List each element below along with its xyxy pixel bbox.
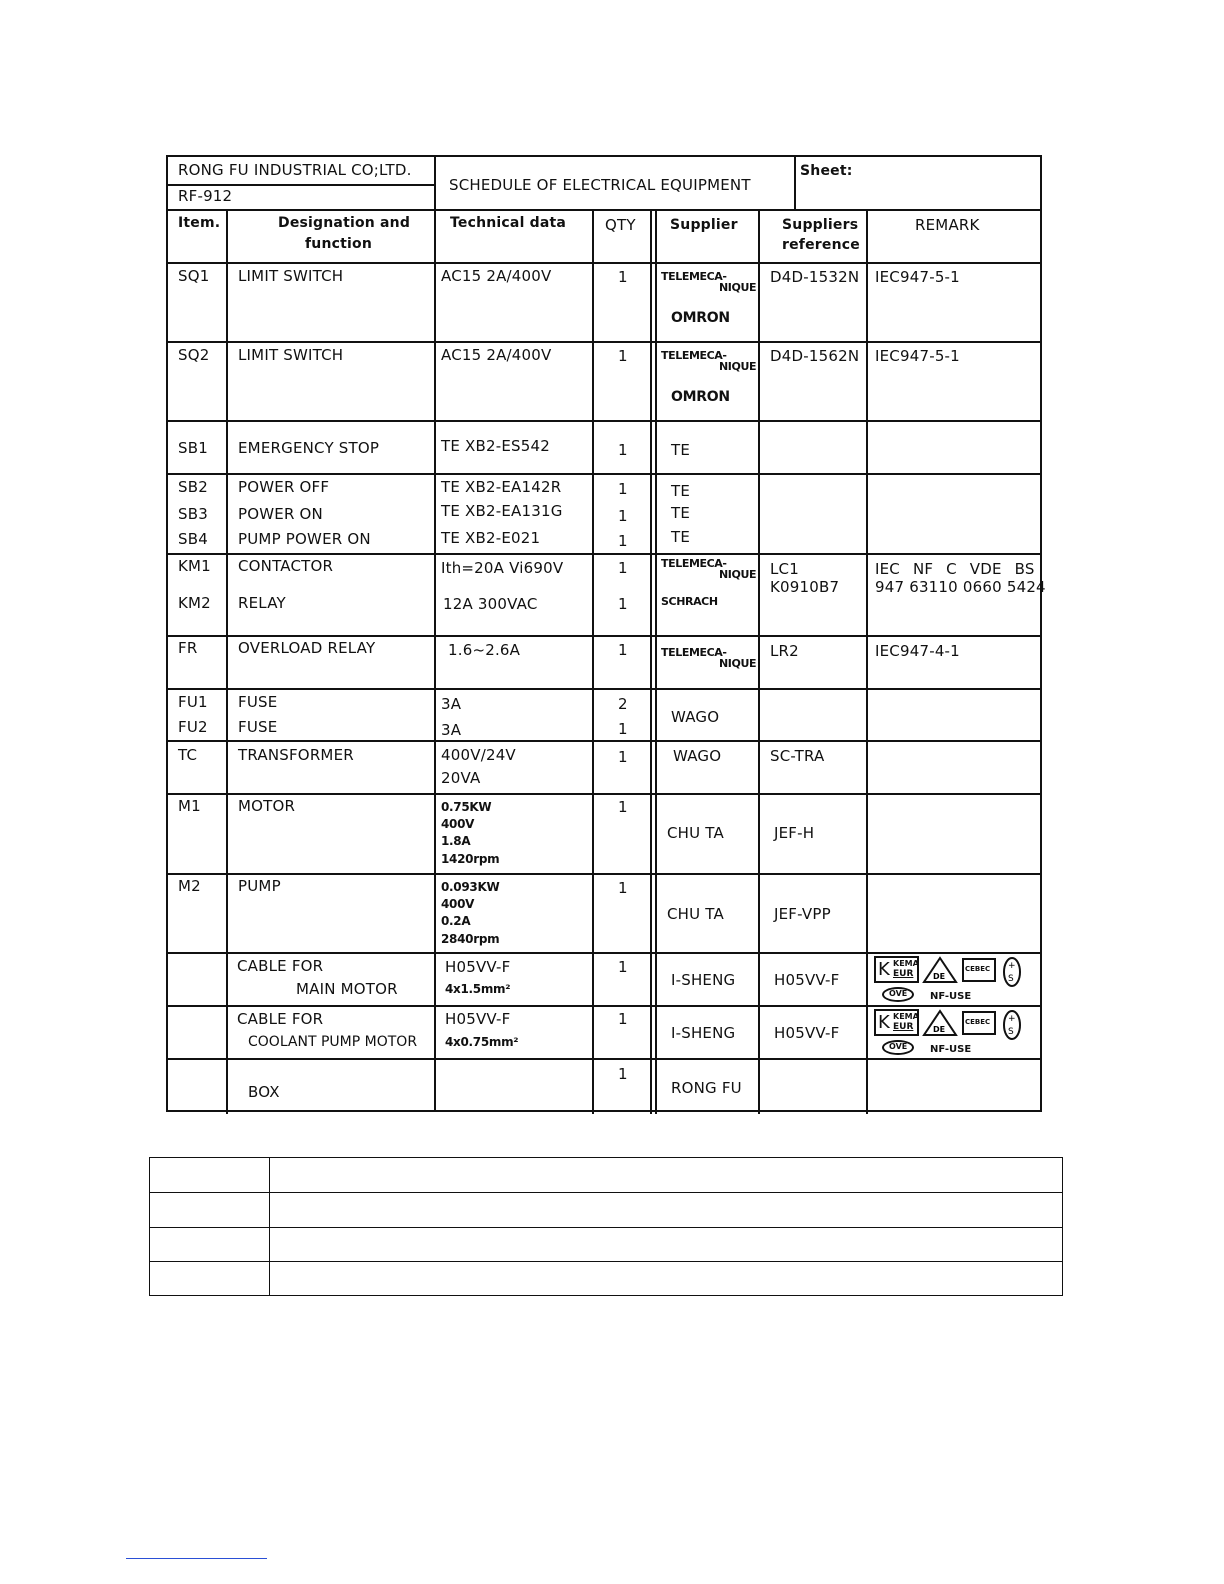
rule (168, 341, 1040, 343)
desc-sb4: PUMP POWER ON (238, 530, 371, 548)
supplier-sq1-c: OMRON (671, 310, 730, 326)
rule (168, 793, 1040, 795)
supplier-km1-b: NIQUE (719, 568, 757, 581)
item-fu2: FU2 (178, 718, 208, 736)
supplier-km2: SCHRACH (661, 595, 718, 608)
rule (794, 157, 796, 209)
table-row-divider (150, 1227, 1062, 1228)
nf-use-text: NF-USE (930, 991, 972, 1002)
ref-cable1: H05VV-F (774, 971, 840, 989)
desc-km1: CONTACTOR (238, 557, 334, 575)
supplier-km1-a: TELEMECA- (661, 557, 727, 570)
rule (168, 184, 434, 186)
qty-m1: 1 (618, 798, 628, 816)
supplier-sq1-b: NIQUE (719, 281, 757, 294)
rule (168, 1005, 1040, 1007)
remark-km-2: 947 63110 0660 5424 (875, 578, 1046, 596)
qty-box: 1 (618, 1065, 628, 1083)
rule (168, 473, 1040, 475)
qty-sq2: 1 (618, 347, 628, 365)
ove-mark (882, 987, 914, 1002)
tech-km1: Ith=20A Vi690V (441, 559, 564, 577)
ref-m2: JEF-VPP (774, 905, 831, 923)
qty-sb1: 1 (618, 441, 628, 459)
rule (168, 635, 1040, 637)
supplier-fr-a: TELEMECA- (661, 646, 727, 659)
tech-m1-1: 0.75KW (441, 800, 492, 814)
tech-m2-4: 2840rpm (441, 932, 500, 946)
supplier-sq2-a: TELEMECA- (661, 349, 727, 362)
rule (168, 553, 1040, 555)
tech-tc-2: 20VA (441, 769, 481, 787)
rule (226, 209, 228, 1114)
kema-mark-b: EUR (893, 969, 914, 979)
desc-m2: PUMP (238, 877, 281, 895)
certification-marks (874, 1009, 1034, 1055)
col-designation-2: function (305, 236, 372, 252)
item-sb2: SB2 (178, 478, 208, 496)
qty-sb3: 1 (618, 507, 628, 525)
tech-fu1: 3A (441, 695, 462, 713)
qty-fu2: 1 (618, 720, 628, 738)
de-mark-icon (922, 1009, 958, 1037)
company-name: RONG FU INDUSTRIAL CO;LTD. (178, 161, 412, 179)
qty-cable2: 1 (618, 1010, 628, 1028)
supplier-sb3: TE (671, 504, 691, 522)
cebec-mark (962, 1011, 996, 1035)
kema-mark-a: KEMA (893, 959, 919, 968)
desc-m1: MOTOR (238, 797, 296, 815)
qty-tc: 1 (618, 748, 628, 766)
sheet-label: Sheet: (800, 163, 853, 179)
supplier-cable2: I-SHENG (671, 1024, 736, 1042)
blank-revision-table (149, 1157, 1063, 1296)
desc-sb1: EMERGENCY STOP (238, 439, 380, 457)
desc-fr: OVERLOAD RELAY (238, 639, 376, 657)
desc-tc: TRANSFORMER (238, 746, 354, 764)
footnote-separator (126, 1558, 267, 1559)
qty-km1: 1 (618, 559, 628, 577)
item-sb3: SB3 (178, 505, 208, 523)
tech-km2: 12A 300VAC (443, 595, 538, 613)
desc-cable1-1: CABLE FOR (237, 957, 324, 975)
supplier-cable1: I-SHENG (671, 971, 736, 989)
item-m2: M2 (178, 877, 201, 895)
rule (168, 262, 1040, 264)
supplier-sq2-b: NIQUE (719, 360, 757, 373)
tech-cable2-2: 4x0.75mm² (445, 1035, 519, 1049)
rule (168, 952, 1040, 954)
kema-mark-k: K (878, 959, 890, 980)
kema-mark-k: K (878, 1012, 890, 1033)
item-sq2: SQ2 (178, 346, 210, 364)
tech-m2-3: 0.2A (441, 914, 471, 928)
remark-km-1: IEC NF C VDE BS (875, 560, 1035, 578)
supplier-m2: CHU TA (667, 905, 724, 923)
desc-cable1-2: MAIN MOTOR (296, 980, 398, 998)
svg-text:+: + (1008, 961, 1016, 971)
rule (592, 209, 594, 1114)
electrical-equipment-schedule (166, 155, 1046, 1112)
tech-tc-1: 400V/24V (441, 746, 516, 764)
desc-cable2-1: CABLE FOR (237, 1010, 324, 1028)
tech-cable1-1: H05VV-F (445, 958, 511, 976)
desc-fu2: FUSE (238, 718, 278, 736)
cebec-text: CEBEC (965, 1018, 991, 1026)
ref-tc: SC-TRA (770, 747, 825, 765)
item-sb1: SB1 (178, 439, 208, 457)
tech-m1-3: 1.8A (441, 834, 471, 848)
rule (168, 740, 1040, 742)
kema-mark (874, 1009, 919, 1036)
ref-m1: JEF-H (774, 824, 815, 842)
qty-sq1: 1 (618, 268, 628, 286)
ref-km1-2: K0910B7 (770, 578, 840, 596)
ove-text: ÖVE (889, 989, 908, 998)
s-mark-icon (1002, 1009, 1022, 1041)
table-row-divider (150, 1192, 1062, 1193)
item-sq1: SQ1 (178, 267, 210, 285)
ref-fr: LR2 (770, 642, 799, 660)
rule (168, 209, 1040, 211)
tech-m2-2: 400V (441, 897, 475, 911)
desc-fu1: FUSE (238, 693, 278, 711)
tech-m2-1: 0.093KW (441, 880, 500, 894)
ref-km1: LC1 (770, 560, 799, 578)
desc-sq1: LIMIT SWITCH (238, 267, 344, 285)
desc-sb2: POWER OFF (238, 478, 330, 496)
tech-fr: 1.6~2.6A (448, 641, 521, 659)
model-number: RF-912 (178, 187, 233, 205)
certification-marks (874, 956, 1034, 1002)
qty-sb4: 1 (618, 532, 628, 550)
col-technical: Technical data (450, 215, 567, 231)
supplier-tc: WAGO (673, 747, 722, 765)
nf-use-text: NF-USE (930, 1044, 972, 1055)
ref-cable2: H05VV-F (774, 1024, 840, 1042)
qty-cable1: 1 (618, 958, 628, 976)
ove-mark (882, 1040, 914, 1055)
item-sb4: SB4 (178, 530, 208, 548)
rule (650, 209, 652, 1114)
desc-sb3: POWER ON (238, 505, 323, 523)
rule (168, 873, 1040, 875)
kema-mark (874, 956, 919, 983)
item-km1: KM1 (178, 557, 211, 575)
tech-m1-2: 400V (441, 817, 475, 831)
tech-sb1: TE XB2-ES542 (441, 437, 550, 455)
desc-cable2-2: COOLANT PUMP MOTOR (248, 1034, 418, 1050)
supplier-sb2: TE (671, 482, 691, 500)
rule (758, 209, 760, 1114)
s-mark-text: S (1008, 1027, 1014, 1037)
col-qty: QTY (605, 216, 636, 234)
tech-sb2: TE XB2-EA142R (441, 478, 562, 496)
supplier-sb4: TE (671, 528, 691, 546)
qty-m2: 1 (618, 879, 628, 897)
desc-box: BOX (248, 1083, 280, 1101)
kema-mark-a: KEMA (893, 1012, 919, 1021)
tech-sq2: AC15 2A/400V (441, 346, 552, 364)
tech-sb4: TE XB2-E021 (441, 529, 541, 547)
tech-cable1-2: 4x1.5mm² (445, 982, 511, 996)
desc-km2: RELAY (238, 594, 286, 612)
qty-km2: 1 (618, 595, 628, 613)
cebec-mark (962, 958, 996, 982)
supplier-fr-b: NIQUE (719, 657, 757, 670)
col-suppliers-ref: Suppliers (782, 217, 859, 233)
ref-sq2: D4D-1562N (770, 347, 860, 365)
supplier-m1: CHU TA (667, 824, 724, 842)
supplier-box: RONG FU (671, 1079, 742, 1097)
item-km2: KM2 (178, 594, 211, 612)
item-fu1: FU1 (178, 693, 208, 711)
tech-sq1: AC15 2A/400V (441, 267, 552, 285)
rule (866, 209, 868, 1114)
s-mark-text: S (1008, 974, 1014, 984)
item-m1: M1 (178, 797, 201, 815)
qty-sb2: 1 (618, 480, 628, 498)
col-item: Item. (178, 215, 221, 231)
rule (168, 1058, 1040, 1060)
supplier-sq1-a: TELEMECA- (661, 270, 727, 283)
de-mark-text: DE (933, 1025, 946, 1034)
ref-sq1: D4D-1532N (770, 268, 860, 286)
supplier-fu: WAGO (671, 708, 720, 726)
tech-fu2: 3A (441, 721, 462, 739)
kema-mark-b: EUR (893, 1022, 914, 1032)
s-mark-icon (1002, 956, 1022, 988)
tech-sb3: TE XB2-EA131G (441, 502, 563, 520)
rule (168, 420, 1040, 422)
rule (168, 688, 1040, 690)
tech-m1-4: 1420rpm (441, 852, 500, 866)
col-supplier: Supplier (670, 217, 738, 233)
table-row-divider (150, 1261, 1062, 1262)
col-remark: REMARK (915, 216, 980, 234)
cebec-text: CEBEC (965, 965, 991, 973)
item-fr: FR (178, 639, 198, 657)
de-mark-text: DE (933, 972, 946, 981)
supplier-sq2-c: OMRON (671, 389, 730, 405)
qty-fr: 1 (618, 641, 628, 659)
ove-text: ÖVE (889, 1042, 908, 1051)
remark-sq2: IEC947-5-1 (875, 347, 960, 365)
desc-sq2: LIMIT SWITCH (238, 346, 344, 364)
tech-cable2-1: H05VV-F (445, 1010, 511, 1028)
item-tc: TC (178, 746, 198, 764)
col-designation: Designation and (278, 215, 411, 231)
col-suppliers-ref-2: reference (782, 237, 860, 253)
svg-text:+: + (1008, 1014, 1016, 1024)
schedule-title: SCHEDULE OF ELECTRICAL EQUIPMENT (449, 176, 751, 194)
de-mark-icon (922, 956, 958, 984)
rule (655, 209, 657, 1114)
supplier-sb1: TE (671, 441, 691, 459)
rule (434, 157, 436, 1110)
qty-fu1: 2 (618, 695, 628, 713)
remark-sq1: IEC947-5-1 (875, 268, 960, 286)
remark-fr: IEC947-4-1 (875, 642, 960, 660)
